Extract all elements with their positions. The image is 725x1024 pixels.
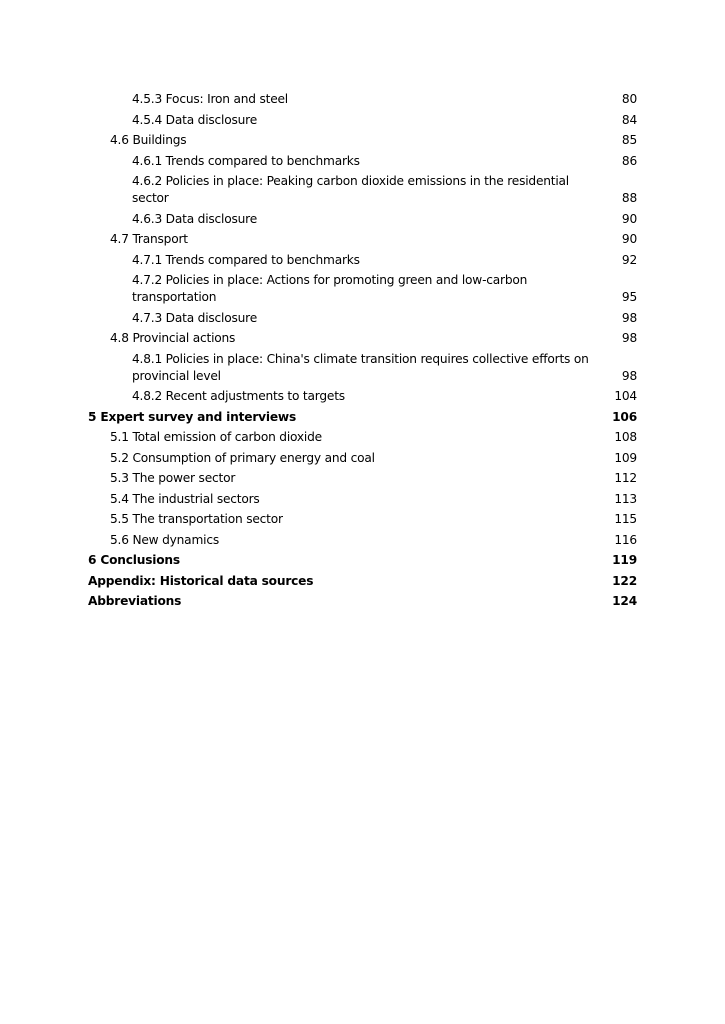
toc-entry-4-6-1[interactable] bbox=[88, 153, 637, 170]
toc-entry-title: 4.6.1 Trends compared to benchmarks bbox=[132, 153, 360, 168]
toc-entry-5-2[interactable] bbox=[88, 450, 637, 467]
toc-entry-4-7-2[interactable] bbox=[88, 272, 637, 306]
toc-entry-page: 106 bbox=[612, 409, 637, 424]
toc-entry-title: 4.7.2 Policies in place: Actions for promoting green and low-carbon transportation bbox=[132, 273, 528, 304]
toc-entry-title: 4.7.3 Data disclosure bbox=[132, 310, 257, 325]
toc-entry-4-8-2[interactable] bbox=[88, 388, 637, 405]
toc-entry-5[interactable] bbox=[88, 409, 637, 426]
toc-entry-4-6-3[interactable] bbox=[88, 211, 637, 228]
toc-entry-page: 113 bbox=[614, 491, 637, 506]
toc-entry-page: 80 bbox=[621, 92, 637, 106]
toc-entry-4-7-1[interactable] bbox=[88, 252, 637, 269]
toc-entry-5-5[interactable] bbox=[88, 511, 637, 528]
toc-entry-page: 90 bbox=[621, 211, 637, 226]
toc-entry-page: 85 bbox=[621, 133, 637, 147]
toc-entry-page: 109 bbox=[614, 450, 637, 465]
toc-entry-4-7[interactable] bbox=[88, 231, 637, 248]
toc-entry-title: 4.7.1 Trends compared to benchmarks bbox=[132, 252, 360, 267]
toc-entry-4-8[interactable] bbox=[88, 330, 637, 347]
toc-entry-title: 5.6 New dynamics bbox=[110, 532, 219, 547]
toc-entry-page: 84 bbox=[621, 112, 637, 127]
toc-entry-page: 124 bbox=[612, 594, 637, 608]
toc-entry-4-8-1[interactable] bbox=[88, 351, 637, 385]
toc-entry-6[interactable] bbox=[88, 552, 637, 569]
toc-entry-title: 5.1 Total emission of carbon dioxide bbox=[110, 430, 322, 444]
toc-entry-title: 5 Expert survey and interviews bbox=[88, 409, 297, 424]
table-of-contents bbox=[88, 91, 637, 614]
toc-entry-page: 104 bbox=[614, 389, 637, 403]
toc-entry-title: 5.3 The power sector bbox=[110, 471, 236, 485]
toc-entry-title: 4.5.3 Focus: Iron and steel bbox=[132, 92, 288, 106]
toc-entry-title: 6 Conclusions bbox=[88, 553, 180, 567]
toc-entry-page: 92 bbox=[621, 252, 637, 267]
toc-entry-5-1[interactable] bbox=[88, 429, 637, 446]
toc-entry-page: 122 bbox=[612, 573, 637, 588]
toc-entry-page: 108 bbox=[614, 430, 637, 444]
toc-entry-title: 4.8.1 Policies in place: China's climate transition requires collective efforts on provincial level bbox=[132, 351, 589, 383]
toc-entry-4-6[interactable] bbox=[88, 132, 637, 149]
toc-entry-4-6-2[interactable] bbox=[88, 173, 637, 207]
toc-entry-title: 5.4 The industrial sectors bbox=[110, 491, 260, 506]
toc-entry-4-5-4[interactable] bbox=[88, 112, 637, 129]
toc-entry-title: 4.5.4 Data disclosure bbox=[132, 112, 257, 127]
toc-entry-page: 86 bbox=[621, 153, 637, 168]
toc-entry-5-6[interactable] bbox=[88, 532, 637, 549]
toc-entry-title: Abbreviations bbox=[88, 594, 182, 608]
toc-entry-abbreviations[interactable] bbox=[88, 593, 637, 610]
toc-entry-page: 119 bbox=[612, 553, 637, 567]
toc-entry-4-5-3[interactable] bbox=[88, 91, 637, 108]
toc-entry-title: 5.2 Consumption of primary energy and coal bbox=[110, 450, 375, 465]
toc-entry-page: 95 bbox=[621, 290, 637, 304]
toc-entry-page: 112 bbox=[614, 471, 637, 485]
toc-entry-title: 5.5 The transportation sector bbox=[110, 512, 283, 526]
toc-entry-page: 98 bbox=[621, 310, 637, 325]
toc-entry-5-4[interactable] bbox=[88, 491, 637, 508]
toc-entry-page: 88 bbox=[621, 191, 637, 205]
toc-entry-title: 4.8.2 Recent adjustments to targets bbox=[132, 389, 345, 403]
toc-entry-page: 90 bbox=[621, 232, 637, 246]
toc-entry-title: 4.6.3 Data disclosure bbox=[132, 211, 257, 226]
toc-entry-page: 115 bbox=[614, 512, 637, 526]
toc-entry-page: 98 bbox=[621, 368, 637, 383]
toc-entry-appendix[interactable] bbox=[88, 573, 637, 590]
toc-entry-title: 4.6.2 Policies in place: Peaking carbon dioxide emissions in the residential sector bbox=[132, 174, 569, 205]
toc-entry-title: 4.8 Provincial actions bbox=[110, 331, 236, 345]
toc-entry-title: Appendix: Historical data sources bbox=[88, 573, 314, 588]
toc-entry-title: 4.7 Transport bbox=[110, 232, 188, 246]
toc-entry-5-3[interactable] bbox=[88, 470, 637, 487]
toc-entry-4-7-3[interactable] bbox=[88, 310, 637, 327]
toc-entry-page: 98 bbox=[621, 331, 637, 345]
toc-entry-page: 116 bbox=[614, 532, 637, 547]
toc-entry-title: 4.6 Buildings bbox=[110, 133, 187, 147]
